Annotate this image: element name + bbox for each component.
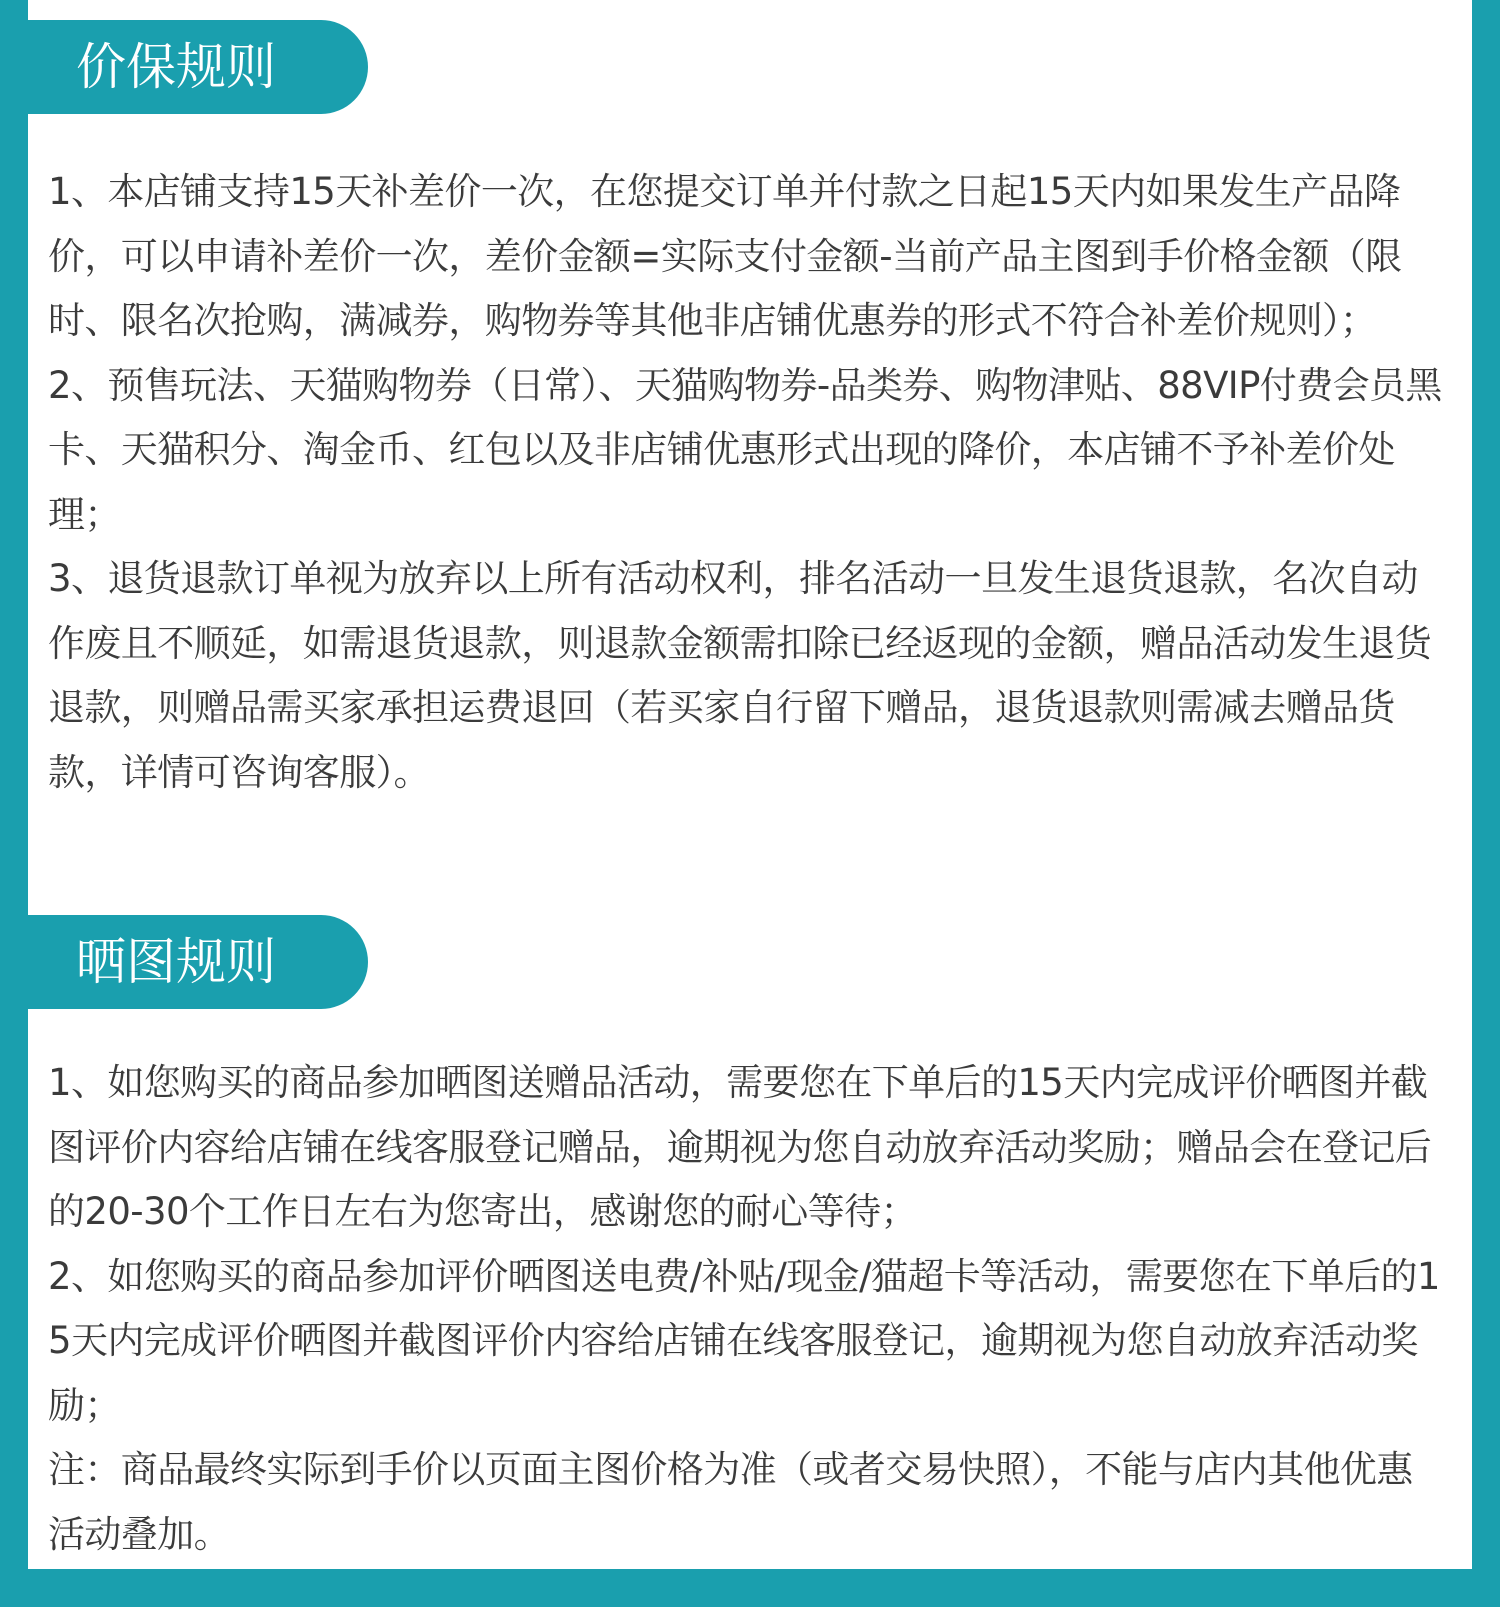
photo-review-rule-1: 1、如您购买的商品参加晒图送赠品活动，需要您在下单后的15天内完成评价晒图并截图评价内容给店铺在线客服登记赠品，逾期视为您自动放弃活动奖励；赠品会在登记后的20-30个工作日左右为您寄出，感谢您的耐心等待；: [48, 1061, 1432, 1233]
price-protection-title: 价保规则: [28, 20, 368, 114]
rules-panel: [28, 0, 1472, 1569]
price-protection-rule-2: 2、预售玩法、天猫购物券（日常）、天猫购物券-品类券、购物津贴、88VIP付费会员黑卡、天猫积分、淘金币、红包以及非店铺优惠形式出现的降价，本店铺不予补差价处理；: [48, 363, 1442, 536]
price-protection-rule-1: 1、本店铺支持15天补差价一次，在您提交订单并付款之日起15天内如果发生产品降价，可以申请补差价一次，差价金额=实际支付金额-当前产品主图到手价格金额（限时、限名次抢购，满减券，购物券等其他非店铺优惠券的形式不符合补差价规则）；: [48, 170, 1402, 342]
photo-review-note: 注：商品最终实际到手价以页面主图价格为准（或者交易快照），不能与店内其他优惠活动叠加。: [48, 1448, 1413, 1556]
photo-review-content: [48, 1051, 1444, 1567]
photo-review-rule-2: 2、如您购买的商品参加评价晒图送电费/补贴/现金/猫超卡等活动，需要您在下单后的15天内完成评价晒图并截图评价内容给店铺在线客服登记，逾期视为您自动放弃活动奖励；: [48, 1254, 1440, 1427]
price-protection-content: [48, 160, 1444, 805]
photo-review-title: 晒图规则: [28, 915, 368, 1009]
price-protection-rule-3: 3、退货退款订单视为放弃以上所有活动权利，排名活动一旦发生退货退款，名次自动作废且不顺延，如需退货退款，则退款金额需扣除已经返现的金额，赠品活动发生退货退款，则赠品需买家承担运费退回（若买家自行留下赠品，退货退款则需减去赠品货款，详情可咨询客服）。: [48, 557, 1432, 794]
